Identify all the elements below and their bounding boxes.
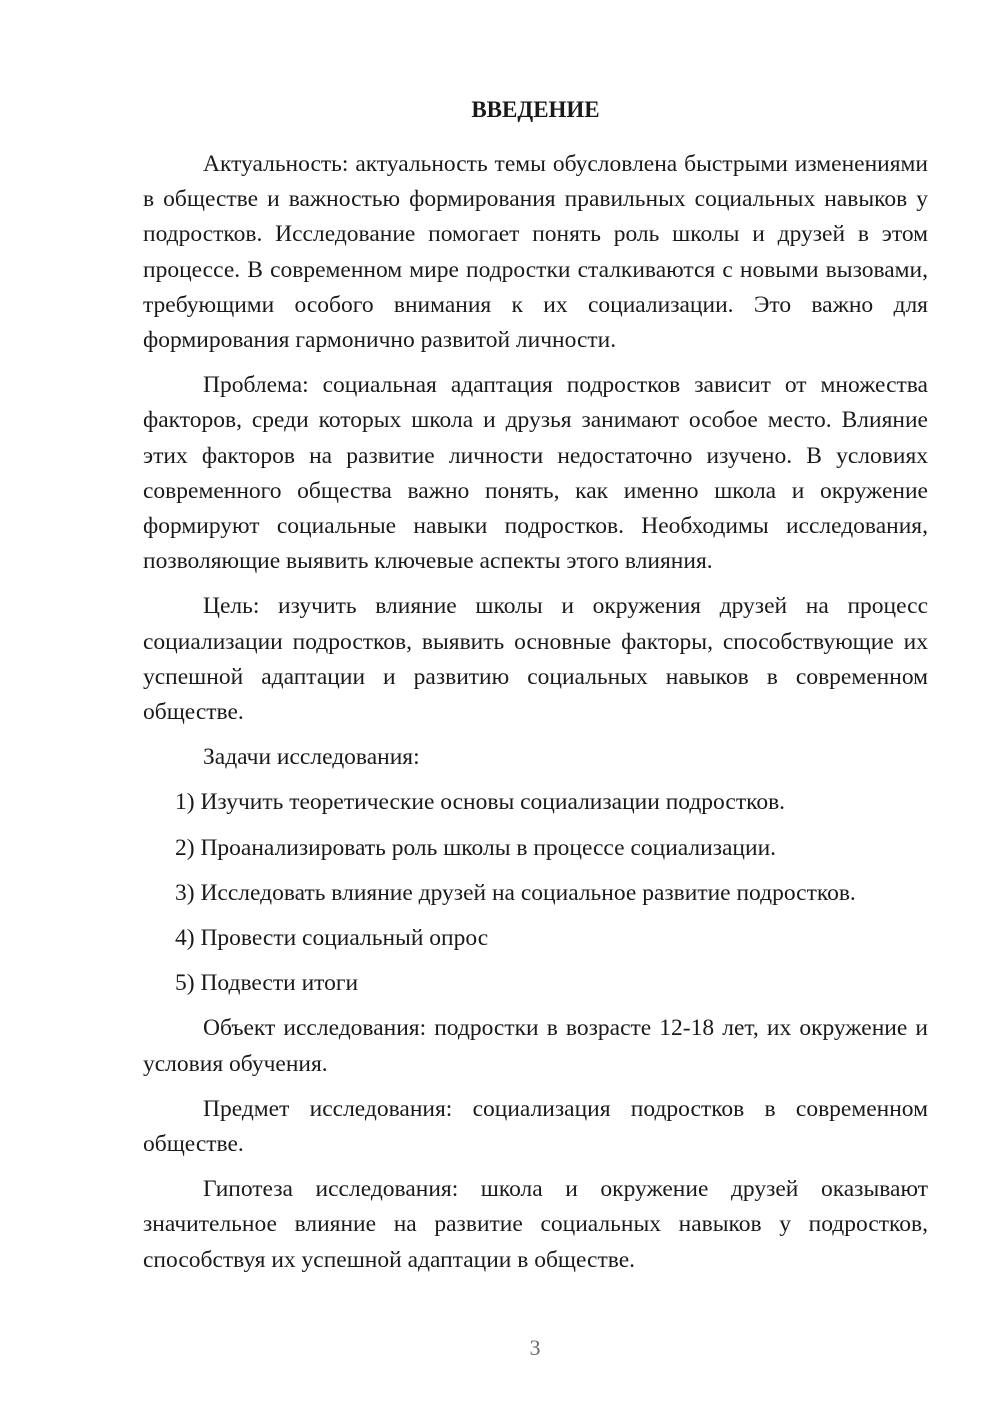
object-paragraph: Объект исследования: подростки в возрасте 12-18 лет, их окружение и условия обучения. — [143, 1015, 928, 1077]
tasks-heading: Задачи исследования: — [203, 744, 420, 771]
page-number: 3 — [529, 1335, 541, 1360]
list-item: 1) Изучить теоретические основы социализации подростков. — [175, 789, 786, 816]
document-body — [143, 92, 928, 1278]
list-item: 4) Провести социальный опрос — [175, 925, 489, 952]
tasks-list — [143, 785, 928, 1001]
list-item: 2) Проанализировать роль школы в процессе социализации. — [175, 834, 777, 861]
problem-paragraph: Проблема: социальная адаптация подростков зависит от множества факторов, среди которых школа и друзья занимают особое место. Влияние этих факторов на развитие личности недостаточно изучено. В условиях современного общества важно понять, как именно школа и окружение формируют социальные навыки подростков. Необходимы исследования, позволяющие выявить ключевые аспекты этого влияния. — [143, 372, 928, 575]
relevance-paragraph: Актуальность: актуальность темы обусловлена быстрыми изменениями в обществе и важностью формирования правильных социальных навыков у подростков. Исследование помогает понять роль школы и друзей в этом процессе. В современном мире подростки сталкиваются с новыми вызовами, требующими особого внимания к их социализации. Это важно для формирования гармонично развитой личности. — [143, 151, 928, 354]
page-title: ВВЕДЕНИЕ — [471, 97, 600, 122]
list-item: 5) Подвести итоги — [175, 970, 359, 997]
subject-paragraph: Предмет исследования: социализация подростков в современном обществе. — [143, 1095, 928, 1158]
goal-paragraph: Цель: изучить влияние школы и окружения друзей на процесс социализации подростков, выявить основные факторы, способствующие их успешной адаптации и развитию социальных навыков в современном обществе. — [143, 593, 928, 726]
hypothesis-paragraph: Гипотеза исследования: школа и окружение друзей оказывают значительное влияние на развитие социальных навыков у подростков, способствуя их успешной адаптации в обществе. — [143, 1176, 928, 1273]
list-item: 3) Исследовать влияние друзей на социальное развитие подростков. — [175, 879, 856, 906]
